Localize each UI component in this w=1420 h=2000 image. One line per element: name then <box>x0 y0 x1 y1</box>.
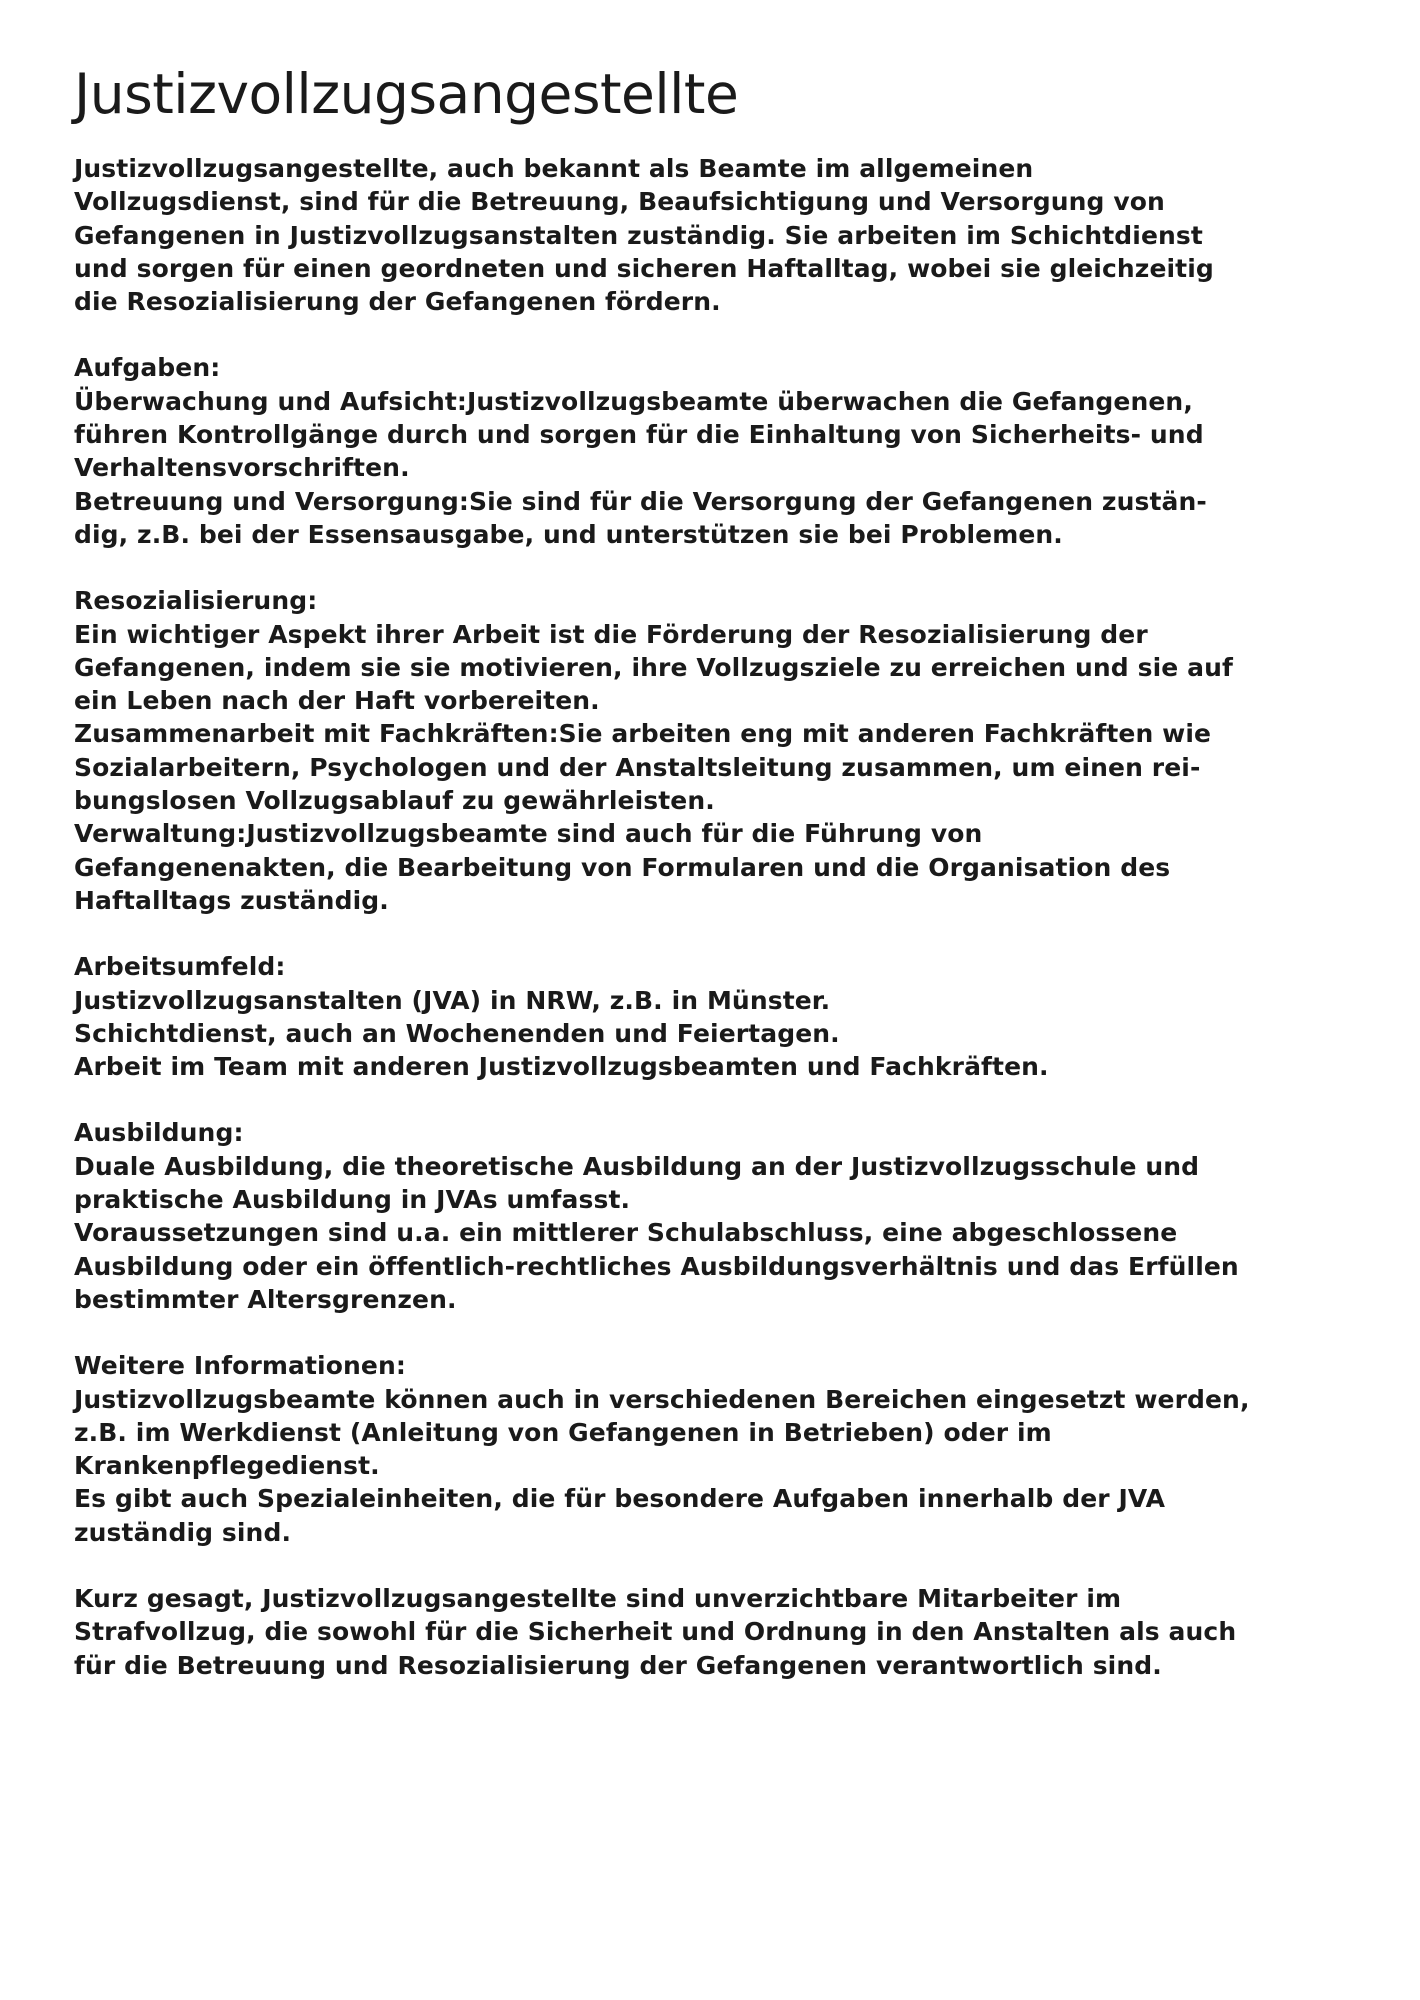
text-line: Gefangenen, indem sie sie motivieren, ihre Vollzugsziele zu erreichen und sie auf <box>74 652 1233 682</box>
section-heading: Weitere Informationen: <box>74 1351 406 1381</box>
text-line: Gefangenenakten, die Bearbeitung von Formularen und die Organisation des <box>74 852 1171 882</box>
text-line: und sorgen für einen geordneten und sicheren Haftalltag, wobei sie gleichzeitig <box>74 253 1214 283</box>
text-line: Sozialarbeitern, Psychologen und der Anstaltsleitung zusammen, um einen rei- <box>74 752 1201 782</box>
document-page <box>74 58 1374 1715</box>
document-title: Justizvollzugsangestellte <box>74 62 739 126</box>
text-line: die Resozialisierung der Gefangenen fördern. <box>74 287 721 317</box>
text-line: Ausbildung oder ein öffentlich-rechtliches Ausbildungsverhältnis und das Erfüllen <box>74 1251 1239 1281</box>
text-line: Verhaltensvorschriften. <box>74 453 410 483</box>
aufgaben-section <box>74 351 1374 551</box>
text-line: Justizvollzugsbeamte können auch in verschiedenen Bereichen eingesetzt werden, <box>74 1384 1250 1414</box>
text-line: Betreuung und Versorgung:Sie sind für die Versorgung der Gefangenen zustän- <box>74 486 1207 516</box>
section-heading: Resozialisierung: <box>74 586 318 616</box>
text-line: zuständig sind. <box>74 1517 292 1547</box>
text-line: dig, z.B. bei der Essensausgabe, und unterstützen sie bei Problemen. <box>74 519 1063 549</box>
text-line: Kurz gesagt, Justizvollzugsangestellte sind unverzichtbare Mitarbeiter im <box>74 1583 1122 1613</box>
text-line: Ein wichtiger Aspekt ihrer Arbeit ist die Förderung der Resozialisierung der <box>74 619 1148 649</box>
text-line: Vollzugsdienst, sind für die Betreuung, Beaufsichtigung und Versorgung von <box>74 187 1165 217</box>
text-line: Krankenpflegedienst. <box>74 1451 380 1481</box>
weitere-informationen-section <box>74 1349 1374 1549</box>
text-line: Justizvollzugsanstalten (JVA) in NRW, z.B. in Münster. <box>74 985 831 1015</box>
section-heading: Aufgaben: <box>74 353 221 383</box>
text-line: Schichtdienst, auch an Wochenenden und Feiertagen. <box>74 1018 840 1048</box>
text-line: bestimmter Altersgrenzen. <box>74 1284 457 1314</box>
text-line: Es gibt auch Spezialeinheiten, die für besondere Aufgaben innerhalb der JVA <box>74 1484 1166 1514</box>
text-line: Gefangenen in Justizvollzugsanstalten zuständig. Sie arbeiten im Schichtdienst <box>74 220 1203 250</box>
ausbildung-section <box>74 1116 1374 1316</box>
text-line: ein Leben nach der Haft vorbereiten. <box>74 686 600 716</box>
text-line: Duale Ausbildung, die theoretische Ausbildung an der Justizvollzugsschule und <box>74 1151 1200 1181</box>
resozialisierung-section <box>74 584 1374 917</box>
fazit-paragraph <box>74 1582 1374 1682</box>
text-line: Voraussetzungen sind u.a. ein mittlerer Schulabschluss, eine abgeschlossene <box>74 1218 1178 1248</box>
section-heading: Arbeitsumfeld: <box>74 952 286 982</box>
text-line: bungslosen Vollzugsablauf zu gewährleisten. <box>74 786 715 816</box>
text-line: führen Kontrollgänge durch und sorgen für die Einhaltung von Sicherheits- und <box>74 420 1204 450</box>
text-line: für die Betreuung und Resozialisierung der Gefangenen verantwortlich sind. <box>74 1650 1162 1680</box>
text-line: praktische Ausbildung in JVAs umfasst. <box>74 1185 631 1215</box>
text-line: Arbeit im Team mit anderen Justizvollzugsbeamten und Fachkräften. <box>74 1052 1049 1082</box>
text-line: z.B. im Werkdienst (Anleitung von Gefangenen in Betrieben) oder im <box>74 1417 1052 1447</box>
text-line: Justizvollzugsangestellte, auch bekannt als Beamte im allgemeinen <box>74 154 1034 183</box>
section-heading: Ausbildung: <box>74 1118 244 1148</box>
text-line: Strafvollzug, die sowohl für die Sicherheit und Ordnung in den Anstalten als auch <box>74 1617 1237 1647</box>
text-line: Verwaltung:Justizvollzugsbeamte sind auch für die Führung von <box>74 819 983 849</box>
text-line: Überwachung und Aufsicht:Justizvollzugsbeamte überwachen die Gefangenen, <box>74 386 1193 416</box>
text-line: Zusammenarbeit mit Fachkräften:Sie arbeiten eng mit anderen Fachkräften wie <box>74 719 1212 749</box>
intro-paragraph <box>74 152 1374 318</box>
text-line: Haftalltags zuständig. <box>74 885 389 915</box>
arbeitsumfeld-section <box>74 950 1374 1083</box>
